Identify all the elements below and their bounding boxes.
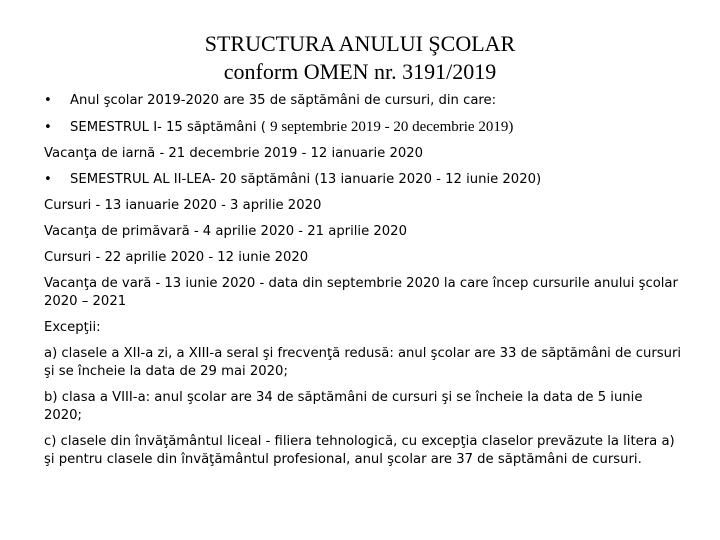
line-exception-b: b) clasa a VIII-a: anul şcolar are 34 de săptămâni de cursuri şi se încheie la data de 5 iunie 2020; xyxy=(44,390,643,423)
line-exceptions-heading: Excepţii: xyxy=(44,320,101,335)
line-exception-c: c) clasele din învăţământul liceal - filiera tehnologică, cu excepţia claselor prevăzute la litera a) şi pentru clasele din învăţământul profesional, anul şcolar are 37 de săptămâni de cursuri. xyxy=(44,434,675,467)
line-summer-vacation: Vacanţa de vară - 13 iunie 2020 - data din septembrie 2020 la care încep cursurile anului şcolar 2020 – 2021 xyxy=(44,276,678,309)
bullet-marker: • xyxy=(44,93,52,108)
title-line-2: conform OMEN nr. 3191/2019 xyxy=(223,59,497,84)
slide-title xyxy=(0,30,720,86)
line-exception-a: a) clasele a XII-a zi, a XIII-a seral şi frecvenţă redusă: anul şcolar are 33 de săptămâni de cursuri şi se încheie la data de 29 mai 2020; xyxy=(44,346,682,379)
line-spring-vacation: Vacanţa de primăvară - 4 aprilie 2020 - 21 aprilie 2020 xyxy=(44,224,407,239)
slide-body xyxy=(44,92,684,477)
line-semester-2: • SEMESTRUL AL II-LEA- 20 săptămâni (13 ianuarie 2020 - 12 iunie 2020) xyxy=(44,172,542,187)
bullet-marker: • xyxy=(44,120,52,135)
line-winter-vacation: Vacanţa de iarnă - 21 decembrie 2019 - 12 ianuarie 2020 xyxy=(44,146,424,161)
line-semester-1: • SEMESTRUL I- 15 săptămâni ( 9 septembrie 2019 - 20 decembrie 2019) xyxy=(44,119,514,135)
title-line-1: STRUCTURA ANULUI ŞCOLAR xyxy=(204,31,516,56)
bullet-marker: • xyxy=(44,172,52,187)
line-courses-1: Cursuri - 13 ianuarie 2020 - 3 aprilie 2020 xyxy=(44,198,322,213)
line-courses-2: Cursuri - 22 aprilie 2020 - 12 iunie 2020 xyxy=(44,250,309,265)
line-school-year: • Anul şcolar 2019-2020 are 35 de săptămâni de cursuri, din care: xyxy=(44,93,497,108)
